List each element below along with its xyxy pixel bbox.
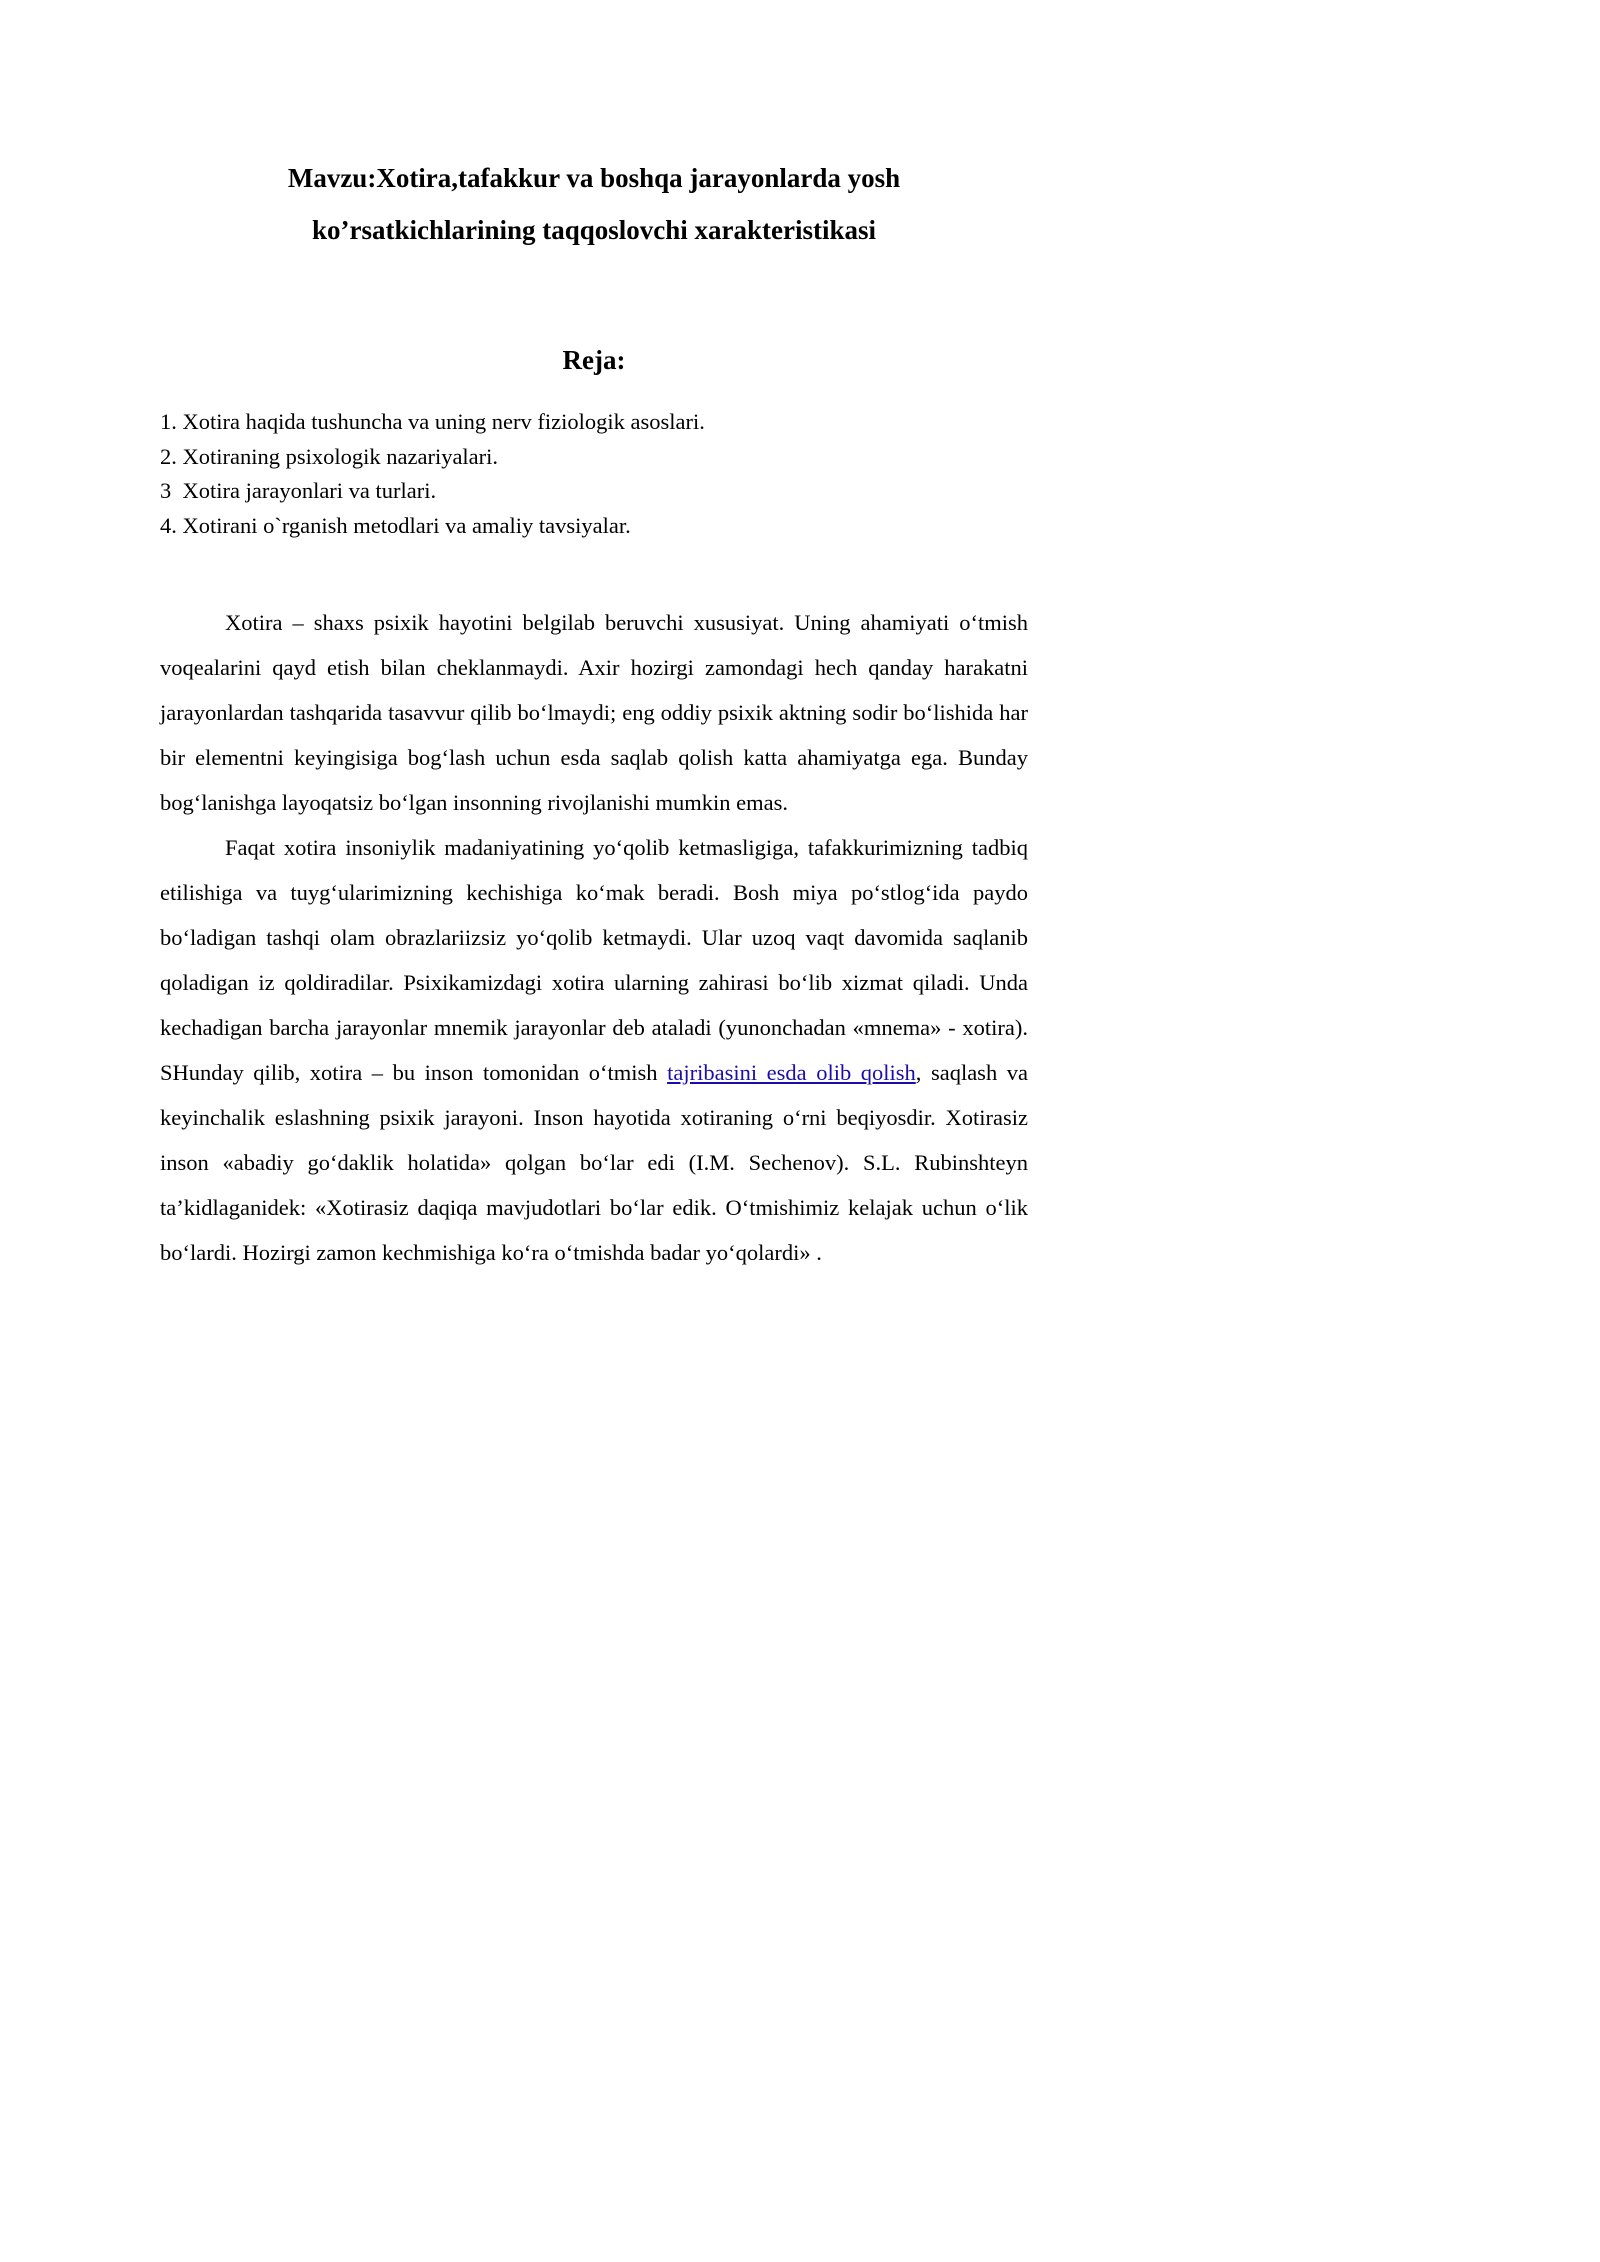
paragraph-2-text-after-link: , saqlash va keyinchalik eslashning psixik jarayoni. Inson hayotida xotiraning o‘rni beqiyosdir. Xotirasiz inson «abadiy go‘daklik holatida» qolgan bo‘lar edi (I.M. Sechenov). S.L. Rubinshteyn ta’kidlaganidek: «Xotirasiz daqiqa mavjudotlari bo‘lar edik. O‘tmishimiz kelajak uchun o‘lik bo‘lardi. Hozirgi zamon kechmishiga ko‘ra o‘tmishda badar yo‘qolardi» . bbox=[160, 1060, 1028, 1265]
document-title bbox=[160, 152, 1028, 256]
paragraph-2-text-before-link: Faqat xotira insoniylik madaniyatining yo‘qolib ketmasligiga, tafakkurimizning tadbiq etilishiga va tuyg‘ularimizning kechishiga ko‘mak beradi. Bosh miya po‘stlog‘ida paydo bo‘ladigan tashqi olam obrazlariizsiz yo‘qolib ketmaydi. Ular uzoq vaqt davomida saqlanib qoladigan iz qoldiradilar. Psixikamizdagi xotira ularning zahirasi bo‘lib xizmat qiladi. Unda kechadigan barcha jarayonlar mnemik jarayonlar deb ataladi (yunonchadan «mnema» - xotira). SHunday qilib, xotira – bu inson tomonidan o‘tmish bbox=[160, 835, 1028, 1085]
paragraph-2 bbox=[160, 825, 1028, 1275]
plan-item: 2. Xotiraning psixologik nazariyalari. bbox=[160, 443, 499, 469]
plan-item: 4. Xotirani o`rganish metodlari va amaliy tavsiyalar. bbox=[160, 512, 631, 538]
title-line-1: Mavzu:Xotira,tafakkur va boshqa jarayonlarda yosh bbox=[287, 163, 901, 193]
plan-list bbox=[160, 405, 1028, 543]
plan-item: 1. Xotira haqida tushuncha va uning nerv fiziologik asoslari. bbox=[160, 409, 705, 434]
title-line-2: ko’rsatkichlarining taqqoslovchi xarakteristikasi bbox=[311, 215, 877, 245]
paragraph-1: Xotira – shaxs psixik hayotini belgilab beruvchi xususiyat. Uning ahamiyati o‘tmish voqealarini qayd etish bilan cheklanmaydi. Axir hozirgi zamondagi hech qanday harakatni jarayonlardan tashqarida tasavvur qilib bo‘lmaydi; eng oddiy psixik aktning sodir bo‘lishida har bir elementni keyingisiga bog‘lash uchun esda saqlab qolish katta ahamiyatga ega. Bunday bog‘lanishga layoqatsiz bo‘lgan insonning rivojlanishi mumkin emas. bbox=[160, 610, 1028, 815]
body-text bbox=[160, 600, 1028, 1275]
plan-heading: Reja: bbox=[562, 345, 626, 375]
paragraph-2-link[interactable]: tajribasini esda olib qolish bbox=[667, 1060, 916, 1085]
document-page bbox=[0, 0, 1100, 1555]
plan-item: 3 Xotira jarayonlari va turlari. bbox=[160, 478, 437, 503]
